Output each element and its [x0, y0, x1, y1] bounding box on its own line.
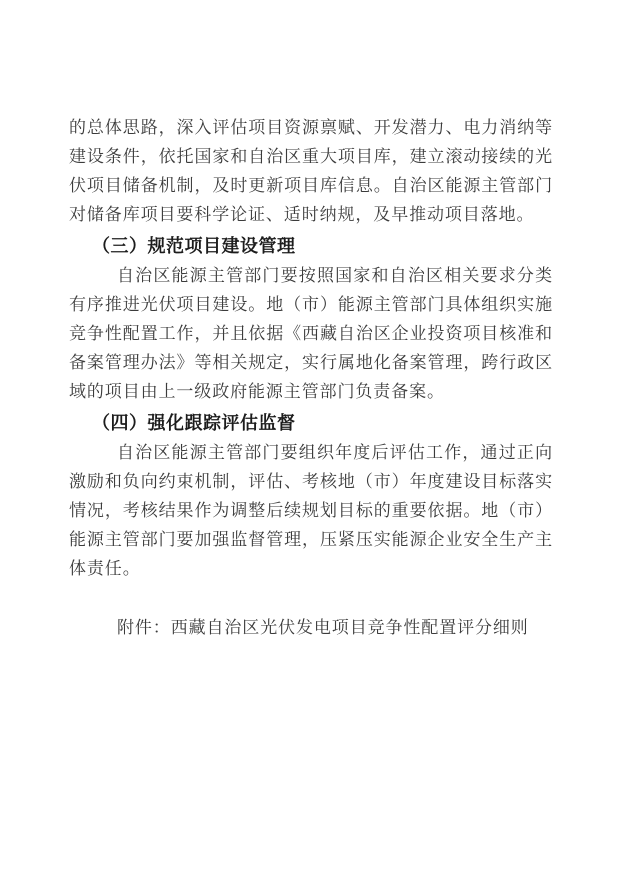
section-heading-3-project-management: （三）规范项目建设管理 — [92, 236, 296, 256]
paragraph-overview-continuation: 的总体思路，深入评估项目资源禀赋、开发潜力、电力消纳等建设条件，依托国家和自治区重大项目库，建立滚动接续的光伏项目储备机制，及时更新项目库信息。自治区能源主管部门对储备库项目要科学论证、适时纳规，及早推动项目落地。 — [69, 118, 553, 224]
section-heading-4-tracking-evaluation: （四）强化跟踪评估监督 — [92, 413, 296, 433]
paragraph-project-management: 自治区能源主管部门要按照国家和自治区相关要求分类有序推进光伏项目建设。地（市）能源主管部门具体组织实施竞争性配置工作，并且依据《西藏自治区企业投资项目核准和备案管理办法》等相关规定，实行属地化备案管理，跨行政区域的项目由上一级政府能源主管部门负责备案。 — [69, 266, 553, 401]
attachment-line: 附件：西藏自治区光伏发电项目竞争性配置评分细则 — [117, 618, 529, 637]
paragraph-tracking-evaluation: 自治区能源主管部门要组织年度后评估工作，通过正向激励和负向约束机制，评估、考核地（市）年度建设目标落实情况，考核结果作为调整后续规划目标的重要依据。地（市）能源主管部门要加强监督管理，压紧压实能源企业安全生产主体责任。 — [69, 443, 553, 578]
